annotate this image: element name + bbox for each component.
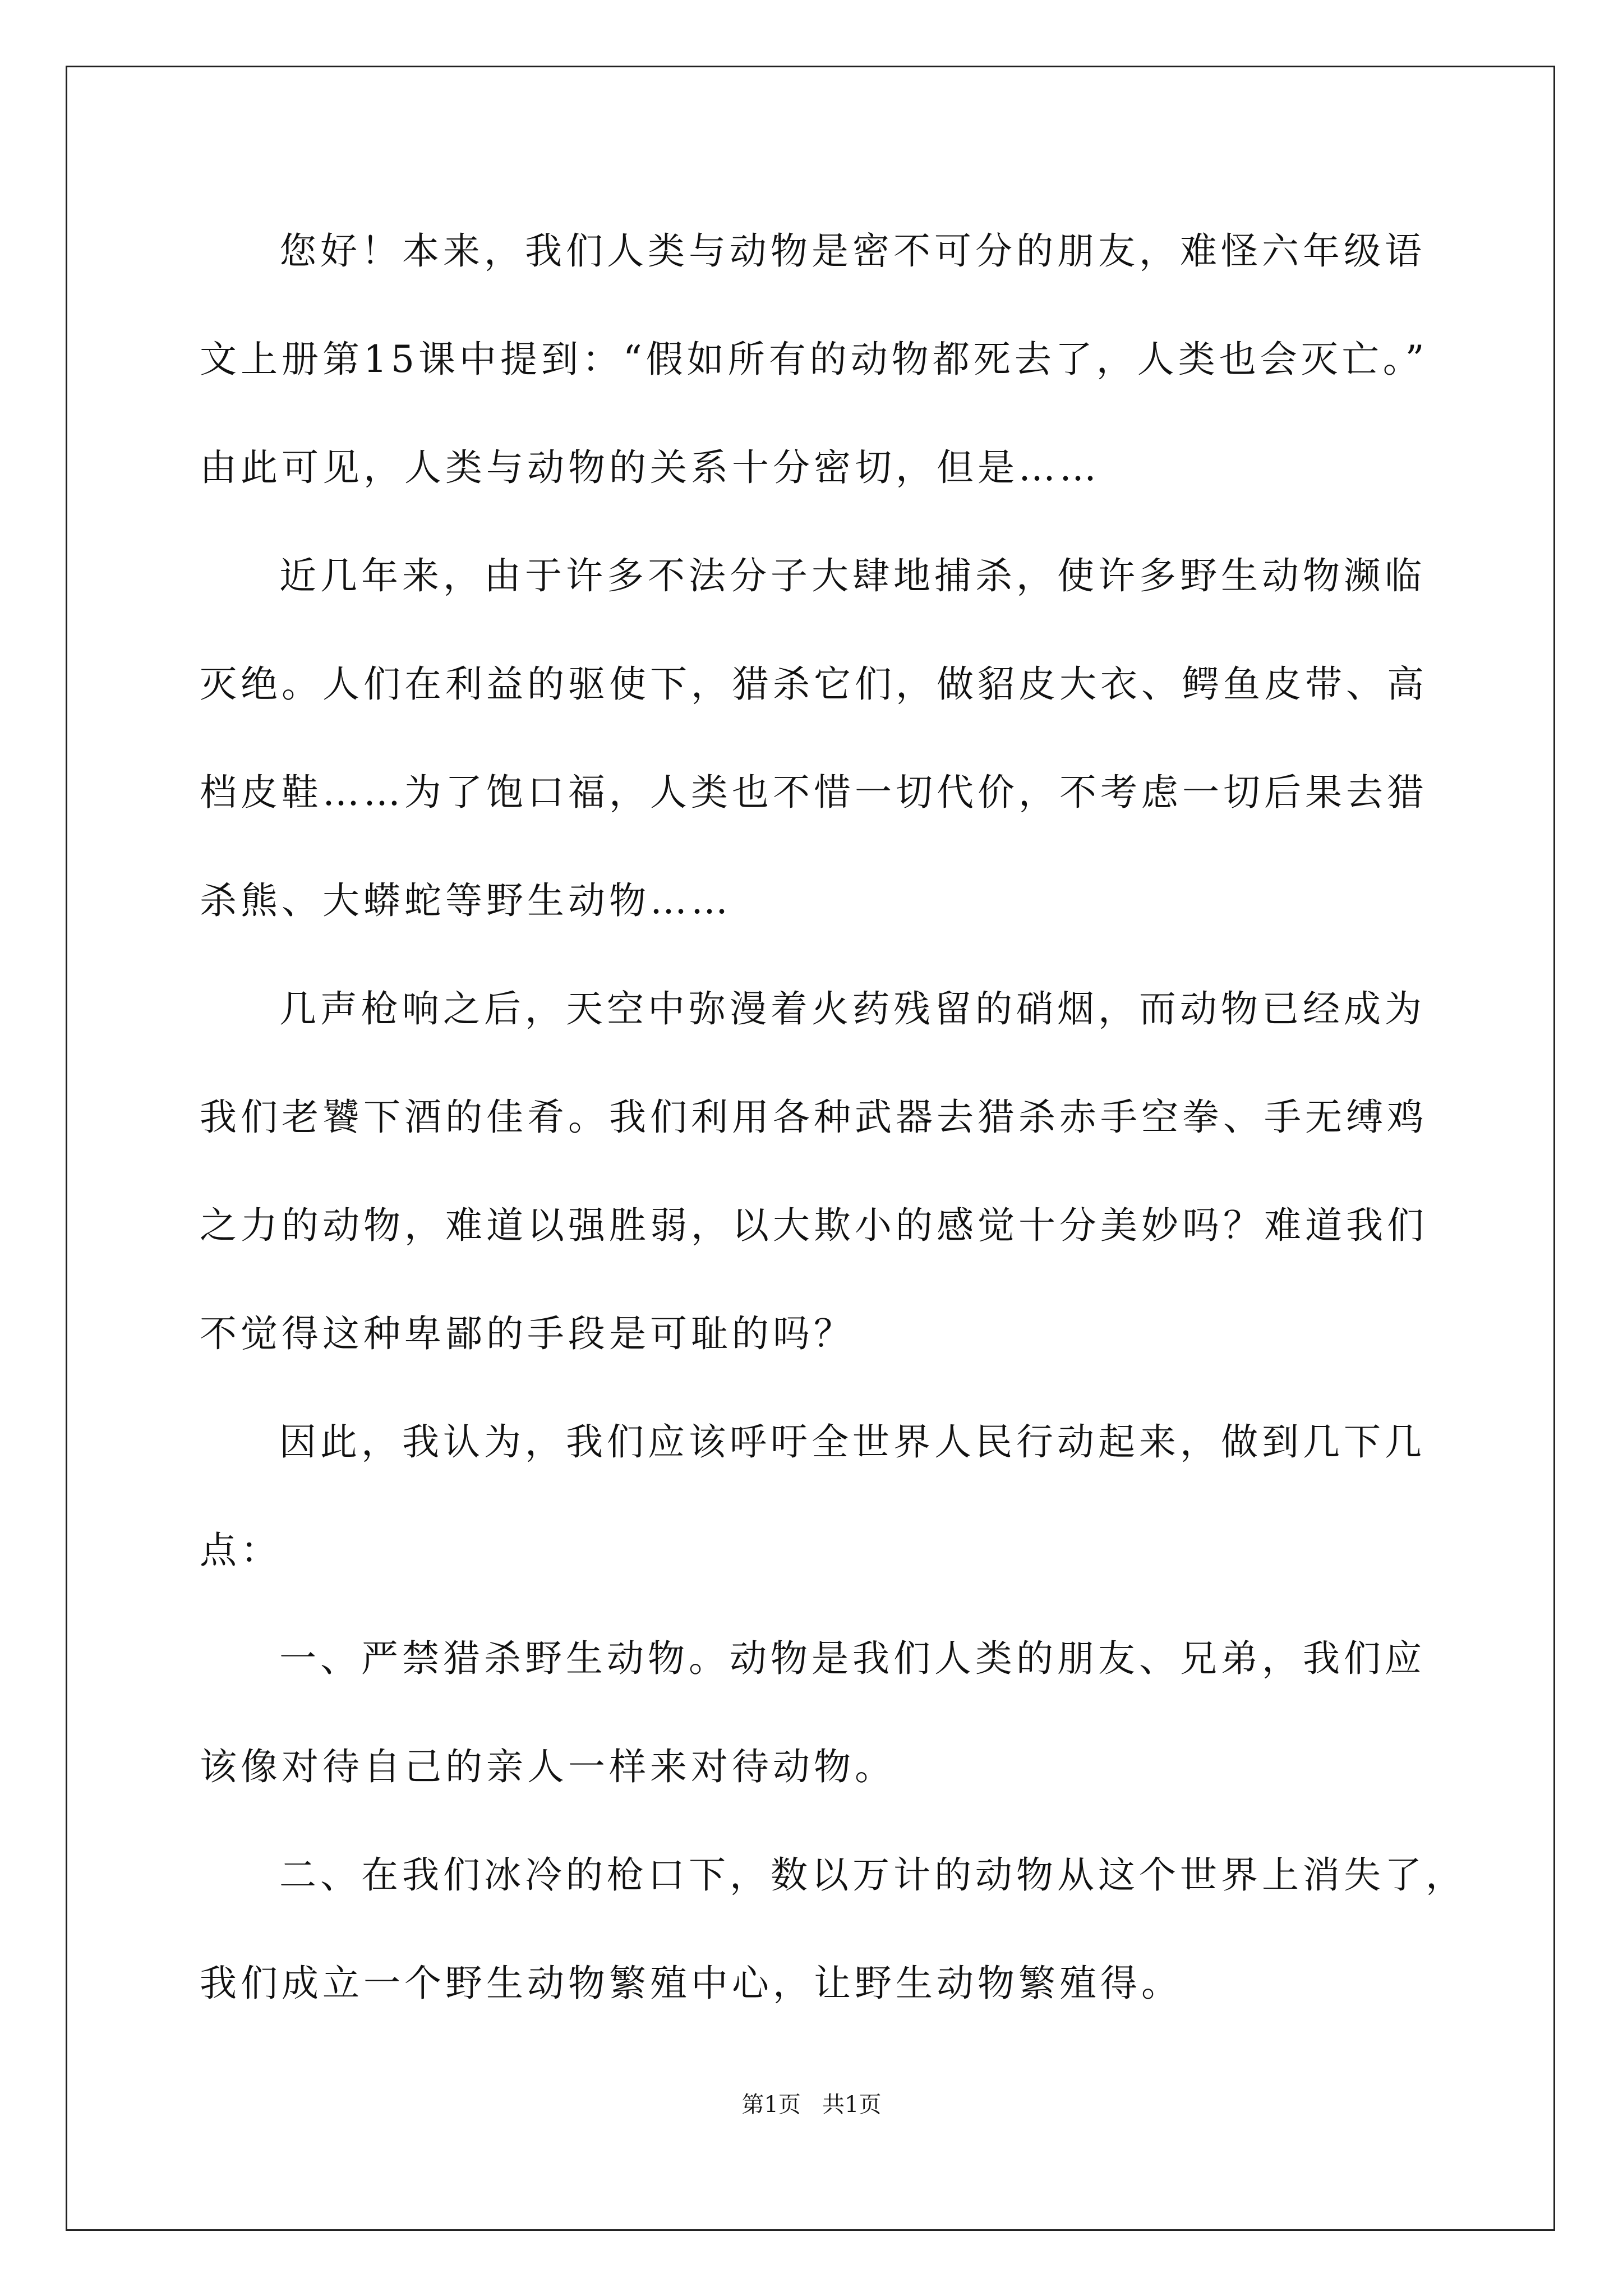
paragraph-2-line-1: 近几年来，由于许多不法分子大肆地捕杀，使许多野生动物濒临: [279, 554, 1426, 597]
paragraph-6-line-1: 二、在我们冰冷的枪口下，数以万计的动物从这个世界上消失了，: [279, 1853, 1467, 1897]
paragraph-1-line-3: 由此可见，人类与动物的关系十分密切，但是……: [200, 446, 1100, 489]
paragraph-1-line-2: 文上册第15课中提到：“假如所有的动物都死去了，人类也会灭亡。”: [200, 338, 1428, 381]
document-body: [200, 218, 1467, 2058]
paragraph-1-line-1: 您好！本来，我们人类与动物是密不可分的朋友，难怪六年级语: [279, 229, 1426, 273]
paragraph-3-line-2: 我们老饕下酒的佳肴。我们利用各种武器去猎杀赤手空拳、手无缚鸡: [200, 1096, 1428, 1139]
paragraph-3-line-1: 几声枪响之后，天空中弥漫着火药残留的硝烟，而动物已经成为: [279, 987, 1426, 1030]
paragraph-4-line-2: 点：: [200, 1529, 282, 1572]
paragraph-3-line-4: 不觉得这种卑鄙的手段是可耻的吗？: [200, 1312, 855, 1355]
paragraph-3-line-3: 之力的动物，难道以强胜弱，以大欺小的感觉十分美妙吗？难道我们: [200, 1204, 1428, 1247]
paragraph-5-line-1: 一、严禁猎杀野生动物。动物是我们人类的朋友、兄弟，我们应: [279, 1637, 1426, 1680]
paragraph-5-line-2: 该像对待自己的亲人一样来对待动物。: [200, 1745, 896, 1788]
paragraph-2-line-2: 灭绝。人们在利益的驱使下，猎杀它们，做貂皮大衣、鳄鱼皮带、高: [200, 662, 1428, 706]
paragraph-6-line-2: 我们成立一个野生动物繁殖中心，让野生动物繁殖得。: [200, 1962, 1182, 2005]
paragraph-4-line-1: 因此，我认为，我们应该呼吁全世界人民行动起来，做到几下几: [279, 1420, 1426, 1464]
page-number-footer: 第1页 共1页: [741, 2092, 882, 2118]
paragraph-2-line-3: 档皮鞋……为了饱口福，人类也不惜一切代价，不考虑一切后果去猎: [200, 771, 1428, 814]
paragraph-2-line-4: 杀熊、大蟒蛇等野生动物……: [200, 879, 732, 922]
